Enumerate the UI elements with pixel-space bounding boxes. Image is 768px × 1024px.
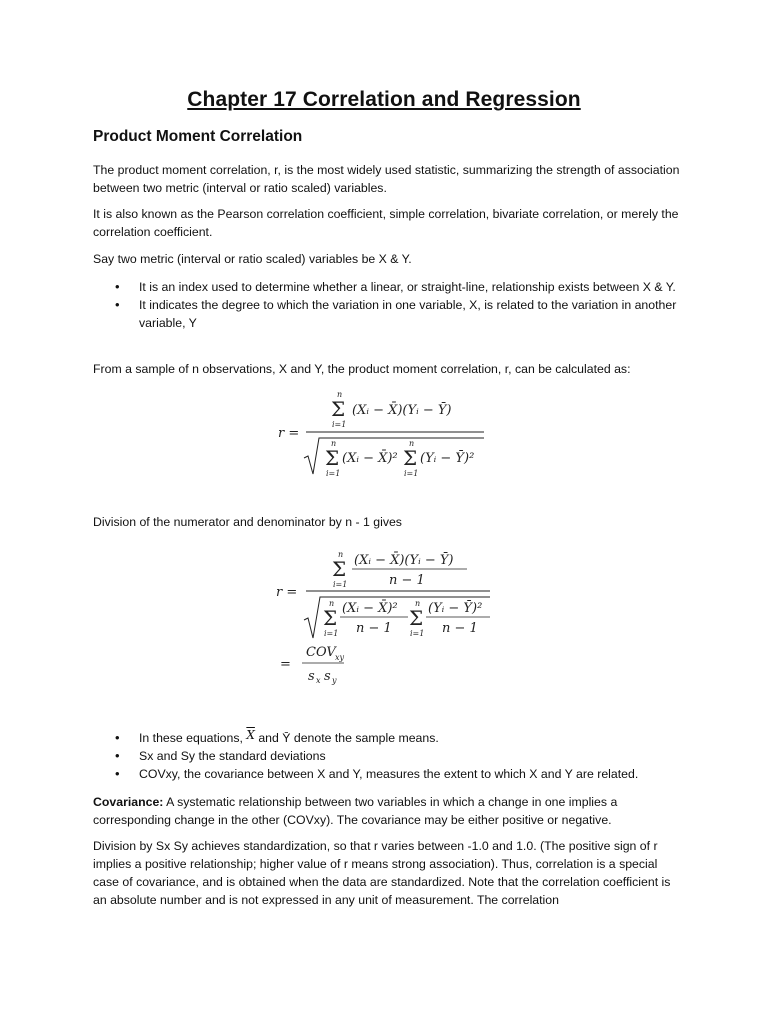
- sx-subscript: x: [316, 676, 321, 685]
- standardized-correlation-formula: [272, 546, 496, 690]
- sum-upper: n: [329, 599, 335, 608]
- paragraph-sample: From a sample of n observations, X and Y, the product moment correlation, r, can be calculated as:: [93, 362, 631, 376]
- correlation-formula: [272, 388, 492, 480]
- list-item: [93, 729, 683, 747]
- sum-upper: n: [409, 439, 415, 448]
- denominator-x-divisor: n − 1: [356, 621, 392, 636]
- sum-lower: i=1: [332, 420, 347, 429]
- x-bar-symbol: $\overline{X}$: [246, 728, 255, 742]
- section-heading: Product Moment Correlation: [93, 128, 303, 145]
- chapter-title: Chapter 17 Correlation and Regression: [187, 88, 581, 111]
- list-item: • Sx and Sy the standard deviations: [93, 747, 683, 765]
- numerator-expr: (Xᵢ − X̄)(Yᵢ − Ȳ): [354, 553, 454, 568]
- paragraph-division: Division of the numerator and denominator by n - 1 gives: [93, 515, 402, 529]
- covariance-definition: A systematic relationship between two variables in which a change in one implies a corresponding change in the other (COVxy). The covariance may be either positive or negative.: [93, 795, 618, 827]
- list-item: • COVxy, the covariance between X and Y, measures the extent to which X and Y are related.: [93, 765, 683, 783]
- paragraph-pearson: It is also known as the Pearson correlation coefficient, simple correlation, bivariate correlation, or merely the correlation coefficient.: [93, 207, 679, 239]
- sigma-symbol: Σ: [409, 606, 424, 630]
- numerator-expr: (Xᵢ − X̄)(Yᵢ − Ȳ): [352, 403, 452, 418]
- sigma-symbol: Σ: [403, 446, 418, 470]
- sum-lower: i=1: [326, 469, 341, 478]
- cov-label: COV: [306, 645, 336, 660]
- list-item: • It is an index used to determine whether a linear, or straight-line, relationship exists between X & Y.: [93, 278, 683, 296]
- sum-lower: i=1: [410, 629, 425, 638]
- denominator-x: (Xᵢ − X̄)²: [342, 451, 398, 466]
- sigma-symbol: Σ: [325, 446, 340, 470]
- denominator-y: (Yᵢ − Ȳ)²: [420, 451, 475, 466]
- sigma-symbol: Σ: [323, 606, 338, 630]
- paragraph-variables: Say two metric (interval or ratio scaled) variables be X & Y.: [93, 252, 412, 266]
- bullet-text-after: and Ȳ denote the sample means.: [258, 731, 439, 745]
- bullet-list-notation: [93, 729, 683, 783]
- sum-lower: i=1: [324, 629, 339, 638]
- sum-lower: i=1: [404, 469, 419, 478]
- formula-lhs: r =: [276, 585, 298, 600]
- formula-lhs: r =: [278, 426, 300, 441]
- equals-sign: =: [280, 657, 291, 672]
- denominator-x: (Xᵢ − X̄)²: [342, 601, 398, 616]
- sum-upper: n: [337, 390, 343, 399]
- cov-subscript: xy: [335, 653, 345, 662]
- denominator-y-divisor: n − 1: [442, 621, 478, 636]
- list-item: • It indicates the degree to which the variation in one variable, X, is related to the variation in another variable, Y: [93, 296, 683, 332]
- sum-upper: n: [415, 599, 421, 608]
- paragraph-covariance: [93, 793, 685, 829]
- sx-label: s: [308, 669, 315, 684]
- sigma-symbol: Σ: [332, 557, 347, 581]
- paragraph-definition: The product moment correlation, r, is the most widely used statistic, summarizing the strength of association between two metric (interval or ratio scaled) variables.: [93, 163, 680, 195]
- paragraph-standardization: Division by Sx Sy achieves standardization, so that r varies between -1.0 and 1.0. (The positive sign of r implies a positive relationship; higher value of r means strong association). Thus, correlation is a special case of covariance, and is obtained when the data are standardized. Note that the correlation coefficient is an absolute number and is not expressed in any unit of measurement. The correlation: [93, 839, 671, 907]
- sum-upper: n: [331, 439, 337, 448]
- numerator-divisor: n − 1: [389, 573, 425, 588]
- sy-subscript: y: [332, 676, 337, 685]
- bullet-text-before: In these equations,: [139, 731, 243, 745]
- sum-upper: n: [338, 550, 344, 559]
- bullet-list-properties: [93, 278, 683, 332]
- sum-lower: i=1: [333, 580, 348, 589]
- sy-label: s: [324, 669, 331, 684]
- sigma-symbol: Σ: [331, 397, 346, 421]
- denominator-y: (Yᵢ − Ȳ)²: [428, 601, 483, 616]
- covariance-label: Covariance:: [93, 795, 164, 809]
